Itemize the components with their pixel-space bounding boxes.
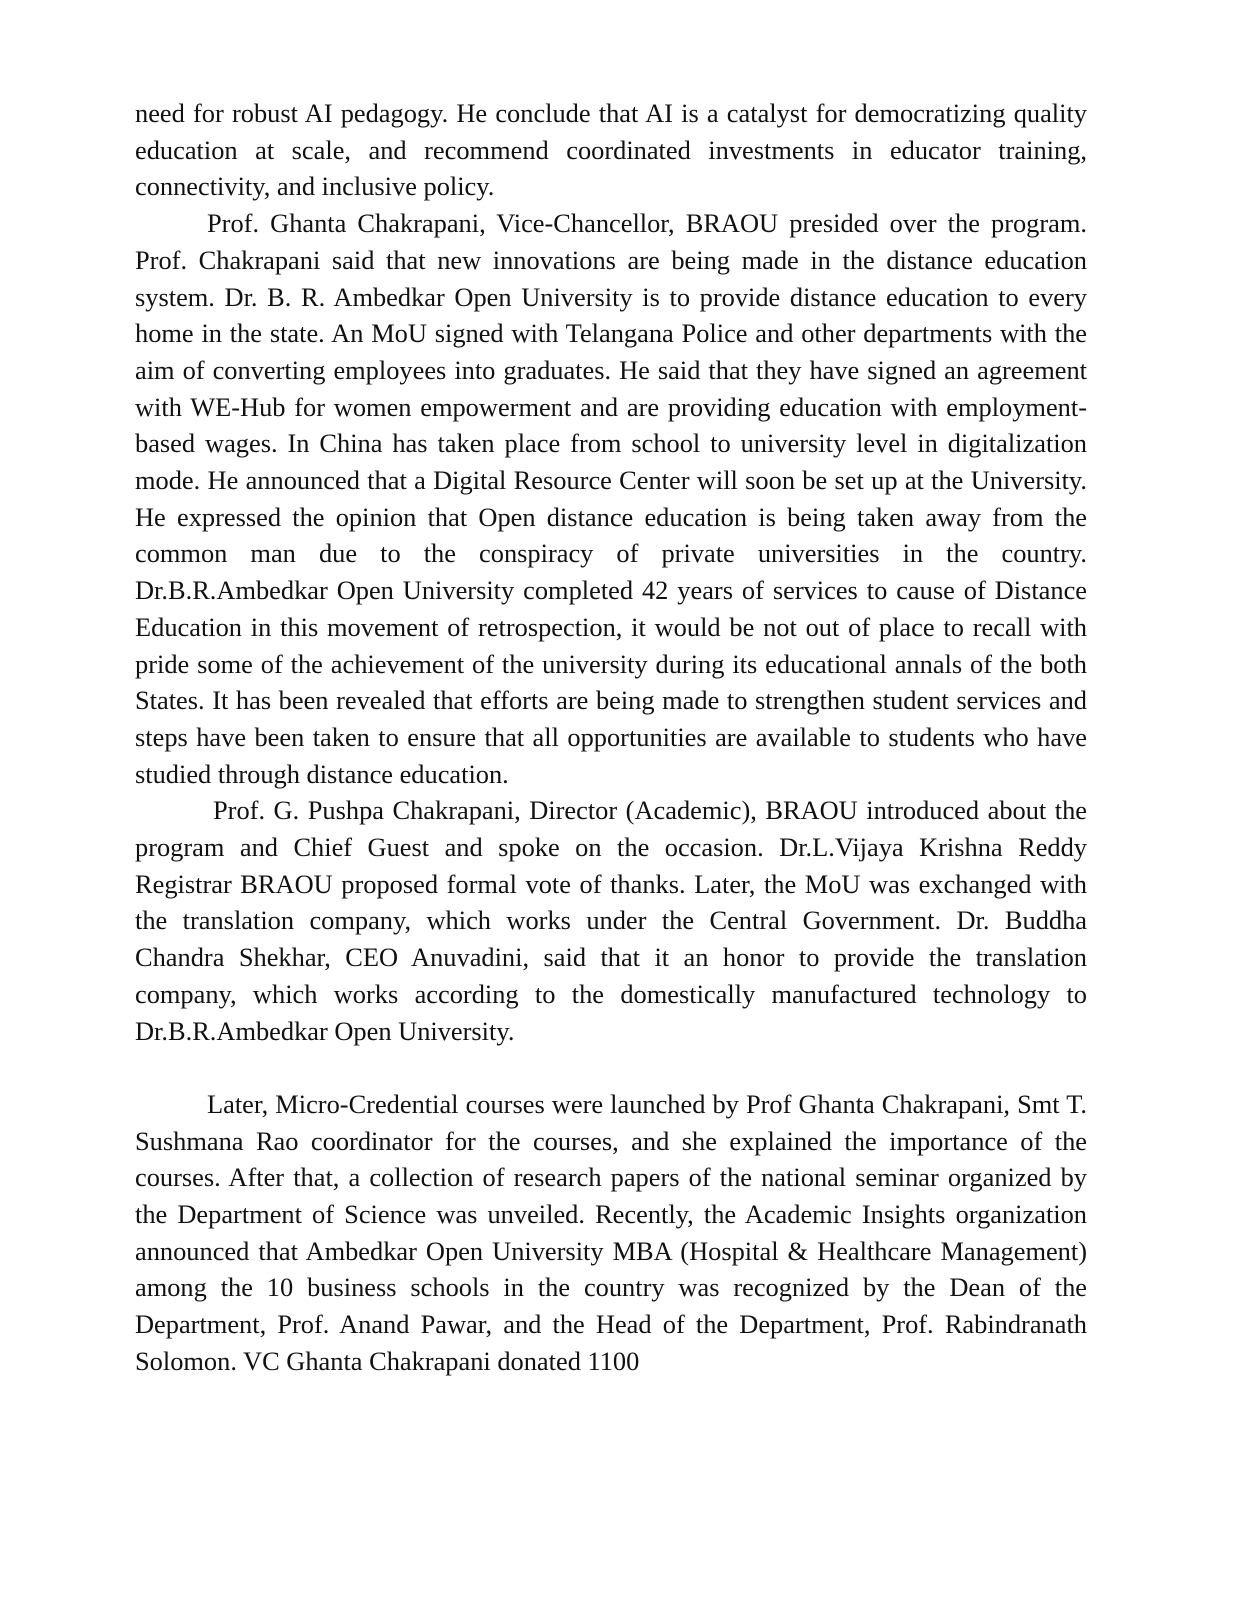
paragraph-micro-credential-courses: Later, Micro-Credential courses were launched by Prof Ghanta Chakrapani, Smt T. Sushmana Rao coordinator for the courses, and she explained the importance of the courses. After that, a collection of research papers of the national seminar organized by the Department of Science was unveiled. Recently, the Academic Insights organization announced that Ambedkar Open University MBA (Hospital & Healthcare Management) among the 10 business schools in the country was recognized by the Dean of the Department, Prof. Anand Pawar, and the Head of the Department, Prof. Rabindranath Solomon. VC Ghanta Chakrapani donated 1100 bbox=[135, 1088, 1087, 1376]
paragraph-director-introduction: Prof. G. Pushpa Chakrapani, Director (Academic), BRAOU introduced about the program and Chief Guest and spoke on the occasion. Dr.L.Vijaya Krishna Reddy Registrar BRAOU proposed formal vote of thanks. Later, the MoU was exchanged with the translation company, which works under the Central Government. Dr. Buddha Chandra Shekhar, CEO Anuvadini, said that it an honor to provide the translation company, which works according to the domestically manufactured technology to Dr.B.R.Ambedkar Open University. bbox=[135, 795, 1087, 1046]
paragraph-vice-chancellor-address: Prof. Ghanta Chakrapani, Vice-Chancellor, BRAOU presided over the program. Prof. Chakrapani said that new innovations are being made in the distance education system. Dr. B. R. Ambedkar Open University is to provide distance education to every home in the state. An MoU signed with Telangana Police and other departments with the aim of converting employees into graduates. He said that they have signed an agreement with WE-Hub for women empowerment and are providing education with employment-based wages. In China has taken place from school to university level in digitalization mode. He announced that a Digital Resource Center will soon be set up at the University. He expressed the opinion that Open distance education is being taken away from the common man due to the conspiracy of private universities in the country. Dr.B.R.Ambedkar Open University completed 42 years of services to cause of Distance Education in this movement of retrospection, it would be not out of place to recall with pride some of the achievement of the university during its educational annals of the both States. It has been revealed that efforts are being made to strengthen student services and steps have been taken to ensure that all opportunities are available to students who have studied through distance education. bbox=[135, 208, 1087, 789]
paragraph-ai-pedagogy: need for robust AI pedagogy. He conclude that AI is a catalyst for democratizing quality education at scale, and recommend coordinated investments in educator training, connectivity, and inclusive policy. bbox=[135, 98, 1087, 202]
body-text bbox=[135, 95, 1087, 1380]
